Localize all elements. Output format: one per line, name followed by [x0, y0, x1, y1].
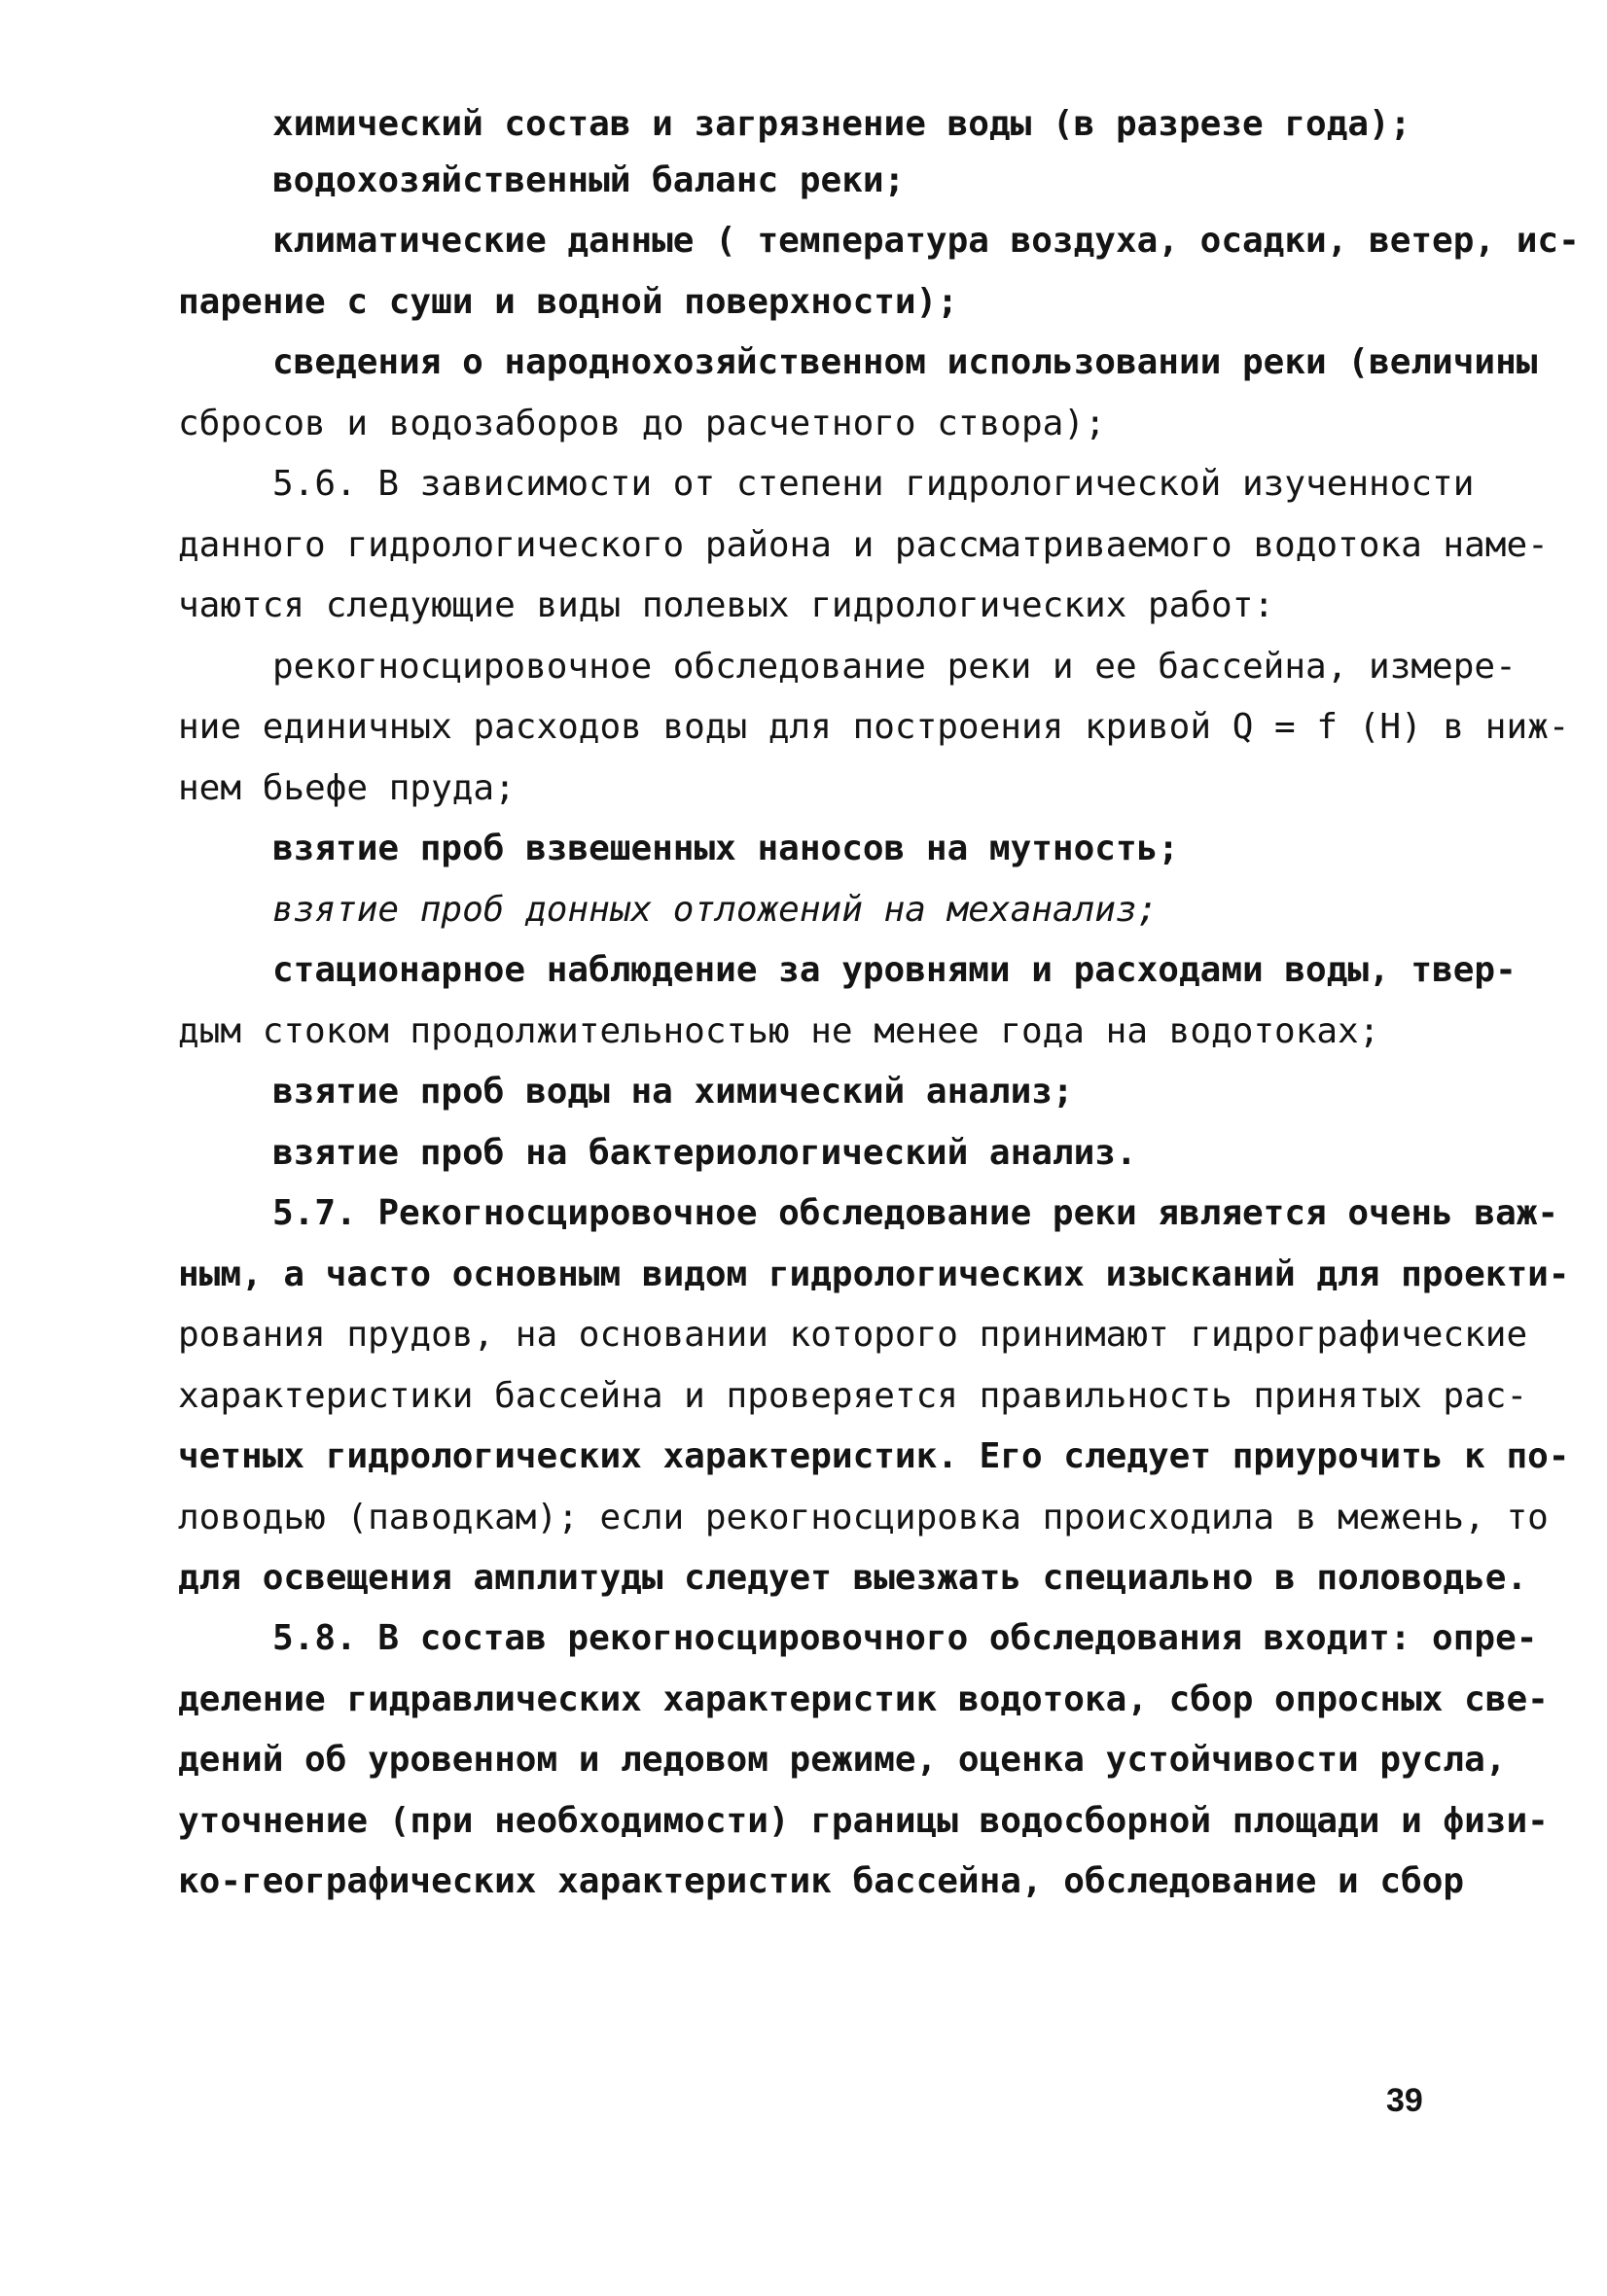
text-line: дений об уровенном и ледовом режиме, оценка устойчивости русла,: [178, 1740, 1507, 1780]
text-line: нем бьефе пруда;: [178, 768, 516, 808]
text-line: рекогносцировочное обследование реки и ее бассейна, измере-: [272, 647, 1517, 687]
text-line: деление гидравлических характеристик водотока, сбор опросных све-: [178, 1679, 1549, 1719]
text-line: взятие проб взвешенных наносов на мутность;: [272, 829, 1179, 868]
text-line: сведения о народнохозяйственном использовании реки (величины: [272, 342, 1538, 382]
text-line: 5.7. Рекогносцировочное обследование реки является очень важ-: [272, 1193, 1559, 1233]
text-line: взятие проб воды на химический анализ;: [272, 1072, 1074, 1112]
text-line: сбросов и водозаборов до расчетного створа);: [178, 404, 1106, 443]
text-line: 5.8. В состав рекогносцировочного обследования входит: опре-: [272, 1618, 1538, 1658]
text-line: химический состав и загрязнение воды (в разрезе года);: [272, 104, 1411, 144]
text-line: дым стоком продолжительностью не менее года на водотоках;: [178, 1011, 1380, 1051]
text-line: климатические данные ( температура воздуха, осадки, ветер, ис-: [272, 221, 1580, 261]
text-line: четных гидрологических характеристик. Его следует приурочить к по-: [178, 1436, 1570, 1476]
text-line: парение с суши и водной поверхности);: [178, 282, 958, 322]
text-line: ным, а часто основным видом гидрологических изысканий для проекти-: [178, 1254, 1570, 1294]
text-line: характеристики бассейна и проверяется правильность принятых рас-: [178, 1376, 1528, 1416]
text-line: взятие проб донных отложений на механализ;: [272, 890, 1159, 930]
text-line: 5.6. В зависимости от степени гидрологической изученности: [272, 464, 1475, 504]
text-line: ние единичных расходов воды для построения кривой Q = f (H) в ниж-: [178, 707, 1570, 747]
text-line: взятие проб на бактериологический анализ.: [272, 1133, 1137, 1173]
text-line: для освещения амплитуды следует выезжать специально в половодье.: [178, 1558, 1528, 1598]
page-number: 39: [1386, 2082, 1423, 2119]
text-line: уточнение (при необходимости) границы водосборной площади и физи-: [178, 1801, 1549, 1841]
text-line: чаются следующие виды полевых гидрологических работ:: [178, 585, 1275, 625]
text-line: ко-географических характеристик бассейна, обследование и сбор: [178, 1861, 1465, 1901]
text-line: данного гидрологического района и рассматриваемого водотока наме-: [178, 525, 1549, 565]
text-line: стационарное наблюдение за уровнями и расходами воды, твер-: [272, 950, 1517, 990]
text-line: водохозяйственный баланс реки;: [272, 160, 906, 200]
text-line: рования прудов, на основании которого принимают гидрографические: [178, 1315, 1528, 1355]
text-line: ловодью (паводкам); если рекогносцировка происходила в межень, то: [178, 1498, 1549, 1537]
